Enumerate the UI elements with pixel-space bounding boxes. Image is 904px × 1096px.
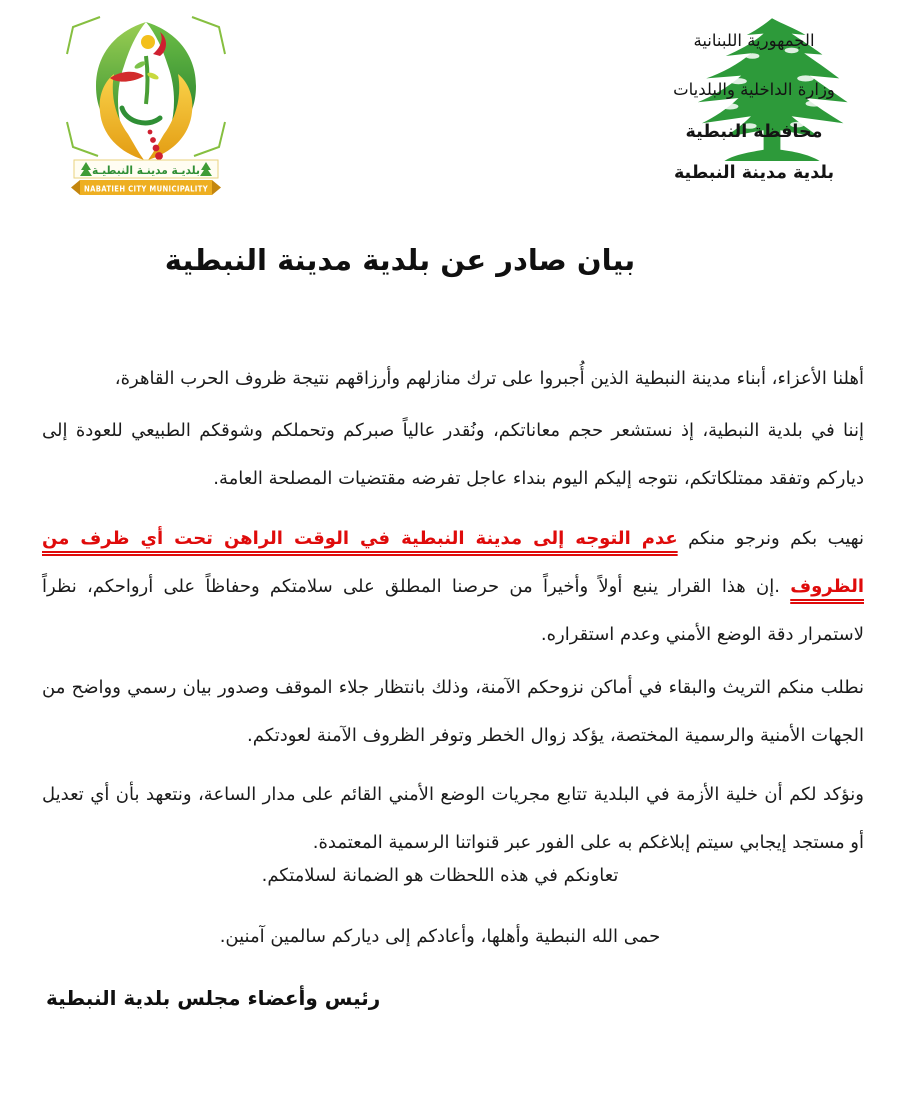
closing-line-cooperation: تعاونكم في هذه اللحظات هو الضمانة لسلامتكم. bbox=[261, 865, 619, 886]
paragraph-stay-safe: نطلب منكم التريث والبقاء في أماكن نزوحكم الآمنة، وذلك بانتظار جلاء الموقف وصدور بيان رسمي وواضح من الجهات الأمنية والرسمية المختصة، يؤكد زوال الخطر وتوفر الظروف الآمنة لعودتكم. bbox=[42, 677, 864, 746]
warning-red-text: عدم التوجه إلى مدينة النبطية في الوقت الراهن تحت أي ظرف من الظروف bbox=[42, 528, 864, 597]
warning-suffix: .إن هذا القرار ينبع أولاً وأخيراً من حرصنا المطلق على سلامتكم وحفاظاً على أرواحكم، نظراً لاستمرار دقة الوضع الأمني وعدم استقراره. bbox=[42, 576, 864, 645]
logo-arabic-name: بلديـة مدينـة النبطيـة bbox=[92, 163, 200, 177]
logo-petal-bottom-left bbox=[100, 74, 144, 160]
warning-prefix: نهيب بكم ونرجو منكم bbox=[677, 528, 864, 549]
header-line-governorate: محافظة النبطية bbox=[685, 122, 823, 142]
paragraph-crisis-cell: ونؤكد لكم أن خلية الأزمة في البلدية تتابع مجريات الوضع الأمني القائم على مدار الساعة، ونتعهد بأن أي تعديل أو مستجد إيجابي سيتم إبلاغكم به على الفور عبر قنواتنا الرسمية المعتمدة. bbox=[42, 784, 864, 853]
signature-line: رئيس وأعضاء مجلس بلدية النبطية bbox=[46, 986, 381, 1010]
header-line-municipality: بلدية مدينة النبطية bbox=[673, 163, 835, 183]
paragraph-empathy: إننا في بلدية النبطية، إذ نستشعر حجم معاناتكم، ونُقدر عالياً صبركم وتحملكم وشوقكم الطبيعي للعودة إلى دياركم وتفقد ممتلكاتكم، نتوجه إليكم اليوم بنداء عاجل تفرضه مقتضيات المصلحة العامة. bbox=[42, 420, 864, 489]
paragraph-intro: أهلنا الأعزاء، أبناء مدينة النبطية الذين أُجبروا على ترك منازلهم وأرزاقهم نتيجة ظروف الحرب القاهرة، bbox=[114, 368, 864, 389]
banner-fold-right bbox=[212, 180, 221, 195]
statement-title: بيان صادر عن بلدية مدينة النبطية bbox=[164, 243, 636, 277]
closing-line-prayer: حمى الله النبطية وأهلها، وأعادكم إلى دياركم سالمين آمنين. bbox=[219, 926, 661, 947]
paragraph-warning bbox=[42, 515, 864, 659]
municipality-logo-icon bbox=[56, 12, 236, 204]
header-line-republic: الجمهورية اللبنانية bbox=[693, 31, 815, 50]
logo-english-name: NABATIEH CITY MUNICIPALITY bbox=[84, 184, 208, 194]
header-line-ministry: وزارة الداخلية والبلديات bbox=[673, 80, 835, 99]
municipality-logo bbox=[56, 12, 236, 204]
banner-fold-left bbox=[71, 180, 80, 195]
